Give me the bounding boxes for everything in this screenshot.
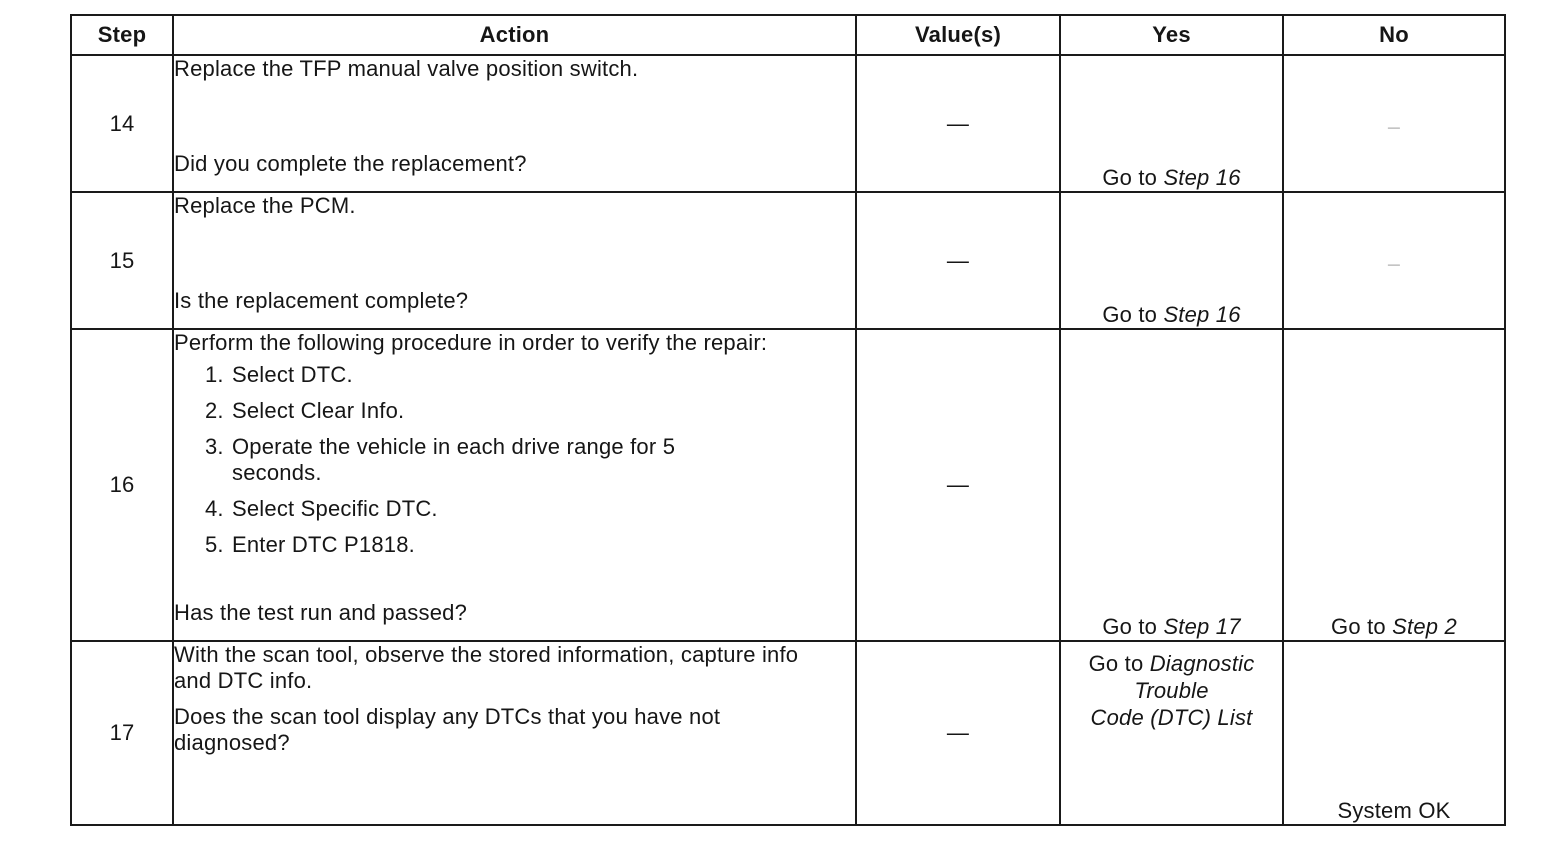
- value-cell: —: [856, 641, 1060, 825]
- yes-prefix: Go to: [1102, 614, 1164, 639]
- yes-diag-link: Diagnostic: [1149, 651, 1255, 676]
- yes-cell: [1060, 329, 1283, 641]
- action-text: With the scan tool, observe the stored information, capture info and DTC info.: [174, 642, 799, 693]
- no-prefix: Go to: [1331, 614, 1393, 639]
- yes-cell: [1060, 192, 1283, 329]
- action-cell: [173, 55, 856, 192]
- action-question: Is the replacement complete?: [174, 288, 469, 313]
- yes-prefix: Go to: [1102, 302, 1164, 327]
- diagnostic-table: [70, 14, 1506, 826]
- yes-cell: [1060, 641, 1283, 825]
- yes-step-link: Step 17: [1163, 614, 1241, 639]
- no-text: System OK: [1337, 798, 1451, 823]
- action-text: Replace the PCM.: [174, 193, 356, 218]
- step-number: 16: [71, 329, 173, 641]
- step-number: 15: [71, 192, 173, 329]
- header-yes: Yes: [1060, 15, 1283, 55]
- action-text: Replace the TFP manual valve position switch.: [174, 56, 639, 81]
- value-cell: —: [856, 55, 1060, 192]
- procedure-step: 5. Enter DTC P1818.: [230, 532, 855, 558]
- action-cell: [173, 329, 856, 641]
- no-cell: [1283, 55, 1505, 192]
- procedure-step: 4. Select Specific DTC.: [230, 496, 855, 522]
- no-text: —: [1387, 256, 1401, 271]
- yes-cell: [1060, 55, 1283, 192]
- no-text: —: [1387, 119, 1401, 134]
- header-step: Step: [71, 15, 173, 55]
- procedure-list: [174, 362, 855, 558]
- table-row: [71, 641, 1505, 825]
- no-cell: [1283, 192, 1505, 329]
- table-row: [71, 55, 1505, 192]
- no-cell: [1283, 329, 1505, 641]
- table-row: [71, 192, 1505, 329]
- table-row: [71, 329, 1505, 641]
- step-number: 14: [71, 55, 173, 192]
- procedure-step: 3. Operate the vehicle in each drive range for 5 seconds.: [230, 434, 752, 486]
- procedure-step: 2. Select Clear Info.: [230, 398, 855, 424]
- no-step-link: Step 2: [1392, 614, 1457, 639]
- step-number: 17: [71, 641, 173, 825]
- action-cell: [173, 192, 856, 329]
- header-row: [71, 15, 1505, 55]
- action-question: Did you complete the replacement?: [174, 151, 527, 176]
- action-question: Has the test run and passed?: [174, 600, 468, 625]
- value-cell: —: [856, 329, 1060, 641]
- yes-diag-link-3: Code (DTC) List: [1090, 705, 1253, 730]
- header-values: Value(s): [856, 15, 1060, 55]
- yes-step-link: Step 16: [1163, 165, 1241, 190]
- yes-prefix: Go to: [1088, 651, 1150, 676]
- procedure-step: 1. Select DTC.: [230, 362, 855, 388]
- action-question: Does the scan tool display any DTCs that you have not diagnosed?: [174, 704, 721, 755]
- header-action: Action: [173, 15, 856, 55]
- yes-prefix: Go to: [1102, 165, 1164, 190]
- action-cell: [173, 641, 856, 825]
- header-no: No: [1283, 15, 1505, 55]
- value-cell: —: [856, 192, 1060, 329]
- no-cell: [1283, 641, 1505, 825]
- yes-step-link: Step 16: [1163, 302, 1241, 327]
- action-text: Perform the following procedure in order to verify the repair:: [174, 330, 768, 355]
- yes-diag-link-2: Trouble: [1134, 678, 1209, 703]
